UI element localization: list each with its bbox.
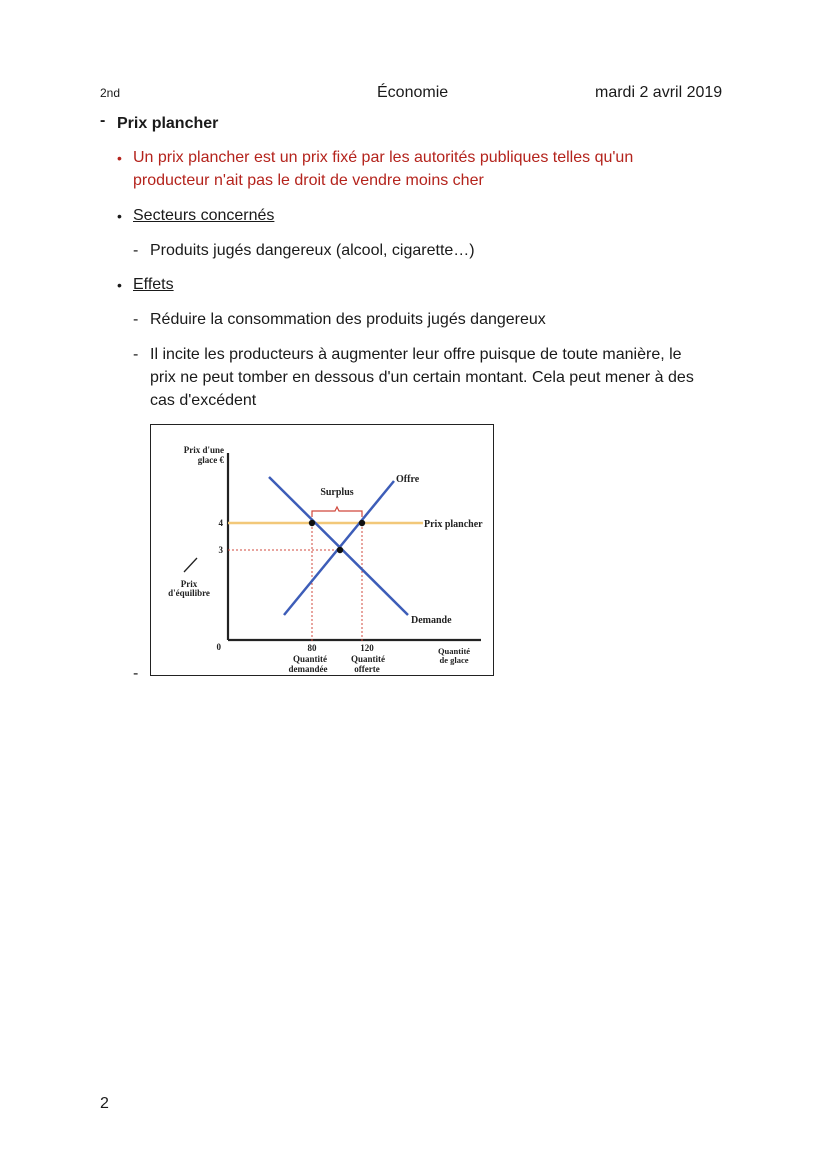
demand-floor-point (309, 520, 315, 526)
effects-item-1-dash: - (133, 311, 139, 328)
sectors-label: Secteurs concernés (133, 207, 275, 224)
header-subject: Économie (377, 84, 449, 101)
quantity-demanded-label-line-1: Quantité (292, 654, 328, 664)
y-axis-title-line-2: glace € (197, 455, 224, 465)
trailing-dash: - (133, 665, 139, 682)
header-class-label: 2nd (100, 86, 121, 100)
supply-floor-point (359, 520, 365, 526)
definition-line-1: Un prix plancher est un prix fixé par les autorités publiques telles qu'un (133, 149, 634, 166)
equilibrium-pointer (184, 558, 197, 572)
effects-item-2-line-3: cas d'excédent (150, 392, 257, 409)
effects-item-2-dash: - (133, 346, 139, 363)
quantity-offered-label-line-2: offerte (354, 664, 380, 674)
sectors-bullet: • (117, 208, 122, 224)
y-axis-title-line-1: Prix d'une (183, 445, 224, 455)
tick-4: 4 (218, 518, 223, 528)
supply-label: Offre (396, 474, 420, 485)
section-dash: - (100, 112, 106, 129)
surplus-label: Surplus (320, 487, 354, 498)
effects-bullet: • (117, 277, 122, 293)
effects-item-2-line-2: prix ne peut tomber en dessous d'un certain montant. Cela peut mener à des (150, 369, 694, 386)
quantity-offered-value: 120 (360, 643, 374, 653)
x-axis-title-line-1: Quantité (437, 646, 471, 656)
demand-label: Demande (411, 615, 452, 626)
definition-line-2: producteur n'ait pas le droit de vendre moins cher (133, 172, 484, 189)
quantity-demanded-value: 80 (307, 643, 317, 653)
effects-label: Effets (133, 276, 174, 293)
header-date: mardi 2 avril 2019 (595, 84, 723, 101)
page-number: 2 (100, 1095, 109, 1112)
effects-item-2-line-1: Il incite les producteurs à augmenter leur offre puisque de toute manière, le (150, 346, 682, 363)
price-floor-graph (150, 424, 494, 676)
origin-label: 0 (216, 642, 221, 652)
price-floor-graph-svg (151, 425, 495, 677)
surplus-bracket (312, 507, 362, 517)
equilibrium-label-line-1: Prix (180, 579, 198, 589)
effects-item-1: Réduire la consommation des produits jugés dangereux (150, 311, 546, 328)
equilibrium-label-line-2: d'équilibre (168, 588, 210, 598)
quantity-demanded-label-line-2: demandée (288, 664, 328, 674)
definition-bullet: • (117, 150, 122, 166)
equilibrium-point (337, 547, 343, 553)
price-floor-label: Prix plancher (424, 519, 483, 530)
sectors-item: Produits jugés dangereux (alcool, cigarette…) (150, 242, 475, 259)
sectors-item-dash: - (133, 242, 139, 259)
section-title: Prix plancher (117, 115, 219, 132)
x-axis-title-line-2: de glace (439, 655, 469, 665)
quantity-offered-label-line-1: Quantité (350, 654, 386, 664)
tick-3: 3 (218, 545, 223, 555)
